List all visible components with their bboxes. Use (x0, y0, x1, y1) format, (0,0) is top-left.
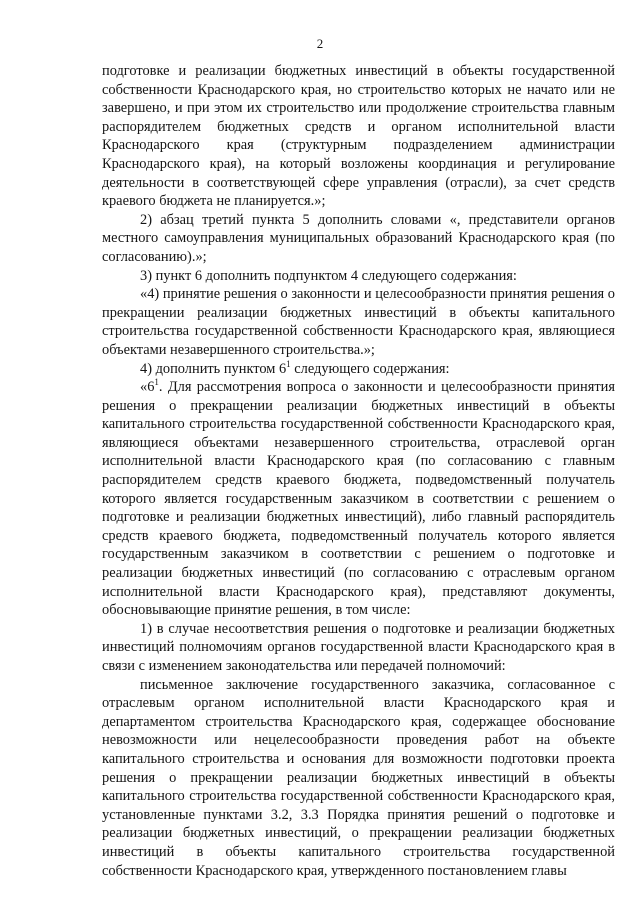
paragraph-amendment-3: 3) пункт 6 дополнить подпунктом 4 следующего содержания: (140, 267, 517, 284)
paragraph-subitem-4: «4) принятие решения о законности и целесообразности принятия решения о прекращении реализации бюджетных инвестиций в объекты капитального строительства государственной собственности Краснодарского края, являющиеся объектами незавершенного строительства.»; (102, 286, 615, 358)
page-number: 2 (316, 36, 324, 51)
document-body (102, 62, 615, 880)
paragraph-item-6-1 (102, 378, 615, 620)
text-span: «6 (140, 379, 155, 396)
superscript: 1 (286, 358, 291, 369)
paragraph-written-conclusion: письменное заключение государственного заказчика, согласованное с отраслевым органом исполнительной власти Краснодарского края и департаментом строительства Краснодарского края, содержащее обоснование невозможности или нецелесообразности проведения работ на объекте капитального строительства и основания для возможности подготовки проекта решения о прекращении реализации бюджетных инвестиций в объекты капитального строительства государственной собственности Краснодарского края, установленные пунктами 3.2, 3.3 Порядка принятия решений о подготовке и реализации бюджетных инвестиций, о прекращении реализации бюджетных инвестиций в объекты капитального строительства государственной собственности Краснодарского края, утвержденного постановлением главы (102, 676, 615, 879)
text-span: 4) дополнить пунктом 6 (140, 360, 287, 377)
text-span: следующего содержания: (290, 360, 450, 377)
paragraph-continuation: подготовке и реализации бюджетных инвестиций в объекты государственной собственности Краснодарского края, но строительство которых не начато или не завершено, и при этом их строительство или продолжение строительства главным распорядителем бюджетных средств и органом исполнительной власти Краснодарского края (структурным подразделением администрации Краснодарского края), на который возложены координация и регулирование деятельности в соответствующей сфере управления (отрасли), за счет средств краевого бюджета не планируется.»; (102, 63, 615, 210)
paragraph-amendment-4 (102, 360, 615, 379)
superscript: 1 (154, 377, 159, 388)
paragraph-subitem-1: 1) в случае несоответствия решения о подготовке и реализации бюджетных инвестиций полномочиям органов государственной власти Краснодарского края в связи с изменением законодательства или передачей полномочий: (102, 620, 615, 674)
text-span: . Для рассмотрения вопроса о законности и целесообразности принятия решения о прекращении реализации бюджетных инвестиций в объекты капитального строительства государственной собственности Краснодарского края, являющиеся объектами незавершенного строительства, отраслевой орган исполнительной власти Краснодарского края (по согласованию с главным распорядителем средств краевого бюджета, подведомственный получатель которого является государственным заказчиком в соответствии с решением о подготовке и реализации бюджетных инвестиций), либо главный распорядитель средств краевого бюджета, подведомственный получатель которого является государственным заказчиком в соответствии с решением о подготовке и реализации бюджетных инвестиций (по согласованию с отраслевым органом исполнительной власти Краснодарского края), представляют документы, обосновывающие принятие решения, в том числе: (102, 379, 615, 619)
paragraph-amendment-2: 2) абзац третий пункта 5 дополнить словами «, представители органов местного самоуправления муниципальных образований Краснодарского края (по согласованию).»; (102, 211, 615, 265)
